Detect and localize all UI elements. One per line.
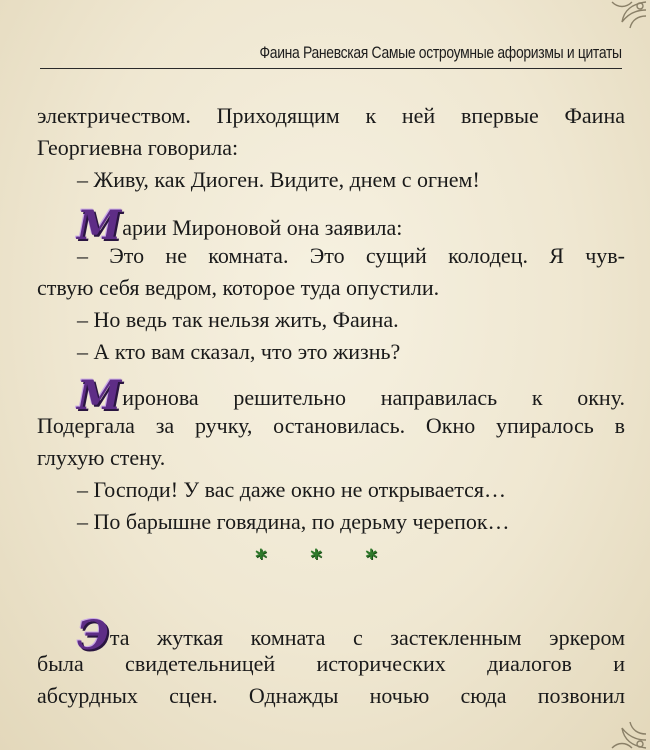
paragraph-first-line <box>37 202 625 249</box>
text-run: та жуткая комната с застекленным эркером <box>109 625 625 650</box>
drop-cap: Э <box>77 612 109 659</box>
text-line: абсурдных сцен. Однажды ночью сюда позвонил <box>37 683 625 708</box>
dialogue-line: – По барышне говядина, по дерьму черепок… <box>77 509 510 534</box>
drop-cap: М <box>77 202 122 249</box>
text-line: электричеством. Приходящим к ней впервые Фаина <box>37 103 625 128</box>
text-run: арии Мироновой она заявила: <box>122 215 403 240</box>
text-line: Георгиевна говорила: <box>37 135 239 160</box>
text-line: Подергала за ручку, остановилась. Окно упиралось в <box>37 413 625 438</box>
paragraph-first-line <box>37 372 625 419</box>
text-line: ствую себя ведром, которое туда опустили. <box>37 275 440 300</box>
dialogue-line: – А кто вам сказал, что это жизнь? <box>77 339 401 364</box>
drop-cap: М <box>77 372 122 419</box>
text-line: была свидетельницей исторических диалогов и <box>37 651 625 676</box>
dialogue-line: – Господи! У вас даже окно не открывается… <box>77 477 507 502</box>
section-separator: * * * <box>255 546 395 571</box>
text-run: иронова решительно направилась к окну. <box>122 385 625 410</box>
dialogue-line: – Это не комната. Это сущий колодец. Я чув- <box>77 243 625 268</box>
dialogue-line: – Но ведь так нельзя жить, Фаина. <box>77 307 399 332</box>
running-head <box>40 38 622 69</box>
text-line: глухую стену. <box>37 445 166 470</box>
dialogue-line: – Живу, как Диоген. Видите, днем с огнем! <box>77 167 480 192</box>
running-head-text: Фаина Раневская Самые остроумные афоризмы и цитаты <box>259 43 622 62</box>
